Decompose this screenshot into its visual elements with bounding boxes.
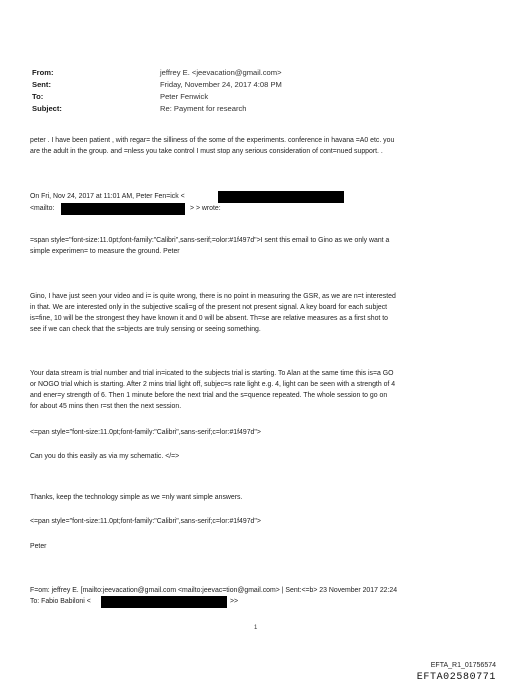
subject-label: Subject: bbox=[32, 104, 62, 113]
redaction-box bbox=[61, 203, 185, 215]
span-line-2: simple experimen= to measure the ground. Peter bbox=[30, 248, 180, 255]
to-label: To: bbox=[32, 92, 44, 101]
reply-line-2: are the adult in the group. and =nless you take control I must stop any serious consideration of cont=nued support. . bbox=[30, 148, 383, 155]
from-value: jeffrey E. <jeevacation@gmail.com> bbox=[160, 68, 282, 77]
quote-line-2a: <mailto: bbox=[30, 205, 55, 212]
quote-line-1: On Fri, Nov 24, 2017 at 11:01 AM, Peter Fen=ick < bbox=[30, 193, 185, 200]
quote-line-2b: > > wrote: bbox=[190, 205, 221, 212]
efta-reference-large: EFTA02580771 bbox=[416, 672, 496, 683]
forward-line-2b: >> bbox=[230, 598, 239, 605]
redaction-box bbox=[101, 596, 227, 608]
signature: Peter bbox=[30, 543, 47, 550]
gino-line-2: in that. We are interested only in the subjective scali=g of the present not present signal. A key board for each subject bbox=[30, 304, 388, 311]
schematic-line: Can you do this easily as via my schematic. </=> bbox=[30, 453, 180, 460]
to-value: Peter Fenwick bbox=[160, 92, 209, 101]
sent-value: Friday, November 24, 2017 4:08 PM bbox=[160, 80, 282, 89]
span-line-1: =span style="font-size:11.0pt;font-family:"Calibri",sans-serif;=olor:#1f497d">I sent this email to Gino as we only want a bbox=[30, 237, 390, 244]
page-number: 1 bbox=[254, 625, 258, 631]
from-label: From: bbox=[32, 68, 54, 77]
sent-label: Sent: bbox=[32, 80, 51, 89]
forward-line-1: F=om: jeffrey E. [mailto:jeevacation@gmail.com <mailto:jeevac=tion@gmail.com> | Sent:<=b> 23 November 2017 22:24 bbox=[30, 587, 398, 594]
subject-value: Re: Payment for research bbox=[160, 104, 247, 113]
data-line-2: or NOGO trial which is starting. After 2 mins trial light off, subjec=s rate light e.g. 4, light can be seen with a strength of 4 bbox=[30, 381, 396, 388]
thanks-line: Thanks, keep the technology simple as we =nly want simple answers. bbox=[30, 494, 243, 501]
forward-line-2a: To: Fabio Babiloni < bbox=[30, 598, 91, 605]
data-line-3: and ener=y strength of 6. Then 1 minute before the next trial and the s=quence repeated. The whole session to go on bbox=[30, 392, 388, 399]
reply-line-1: peter . I have been patient , with regar= the silliness of the some of the experiments. conference in havana =A0 etc. you bbox=[30, 137, 395, 144]
span-line-4: <=pan style="font-size:11.0pt;font-family:"Calibri",sans-serif;c=lor:#1f497d"> bbox=[30, 518, 261, 525]
span-line-3: <=pan style="font-size:11.0pt;font-family:"Calibri",sans-serif;c=lor:#1f497d"> bbox=[30, 429, 261, 436]
data-line-1: Your data stream is trial number and trial in=icated to the subjects trial is starting. To Alan at the same time this is=a GO bbox=[30, 370, 394, 377]
data-line-4: for about 45 mins then r=st then the next session. bbox=[30, 403, 182, 410]
gino-line-1: Gino, I have just seen your video and i= is quite wrong, there is no point in measuring the GSR, as we are n=t interested bbox=[30, 293, 396, 300]
gino-line-4: see if we can check that the s=bjects are truly sensing or seeing something. bbox=[30, 326, 261, 333]
gino-line-3: is=fine, 10 will be the strongest they have known it and 0 will be absent. Th=se are relative measures as a first shot to bbox=[30, 315, 388, 322]
efta-reference-small: EFTA_R1_01756574 bbox=[430, 662, 496, 669]
redaction-box bbox=[218, 191, 344, 203]
